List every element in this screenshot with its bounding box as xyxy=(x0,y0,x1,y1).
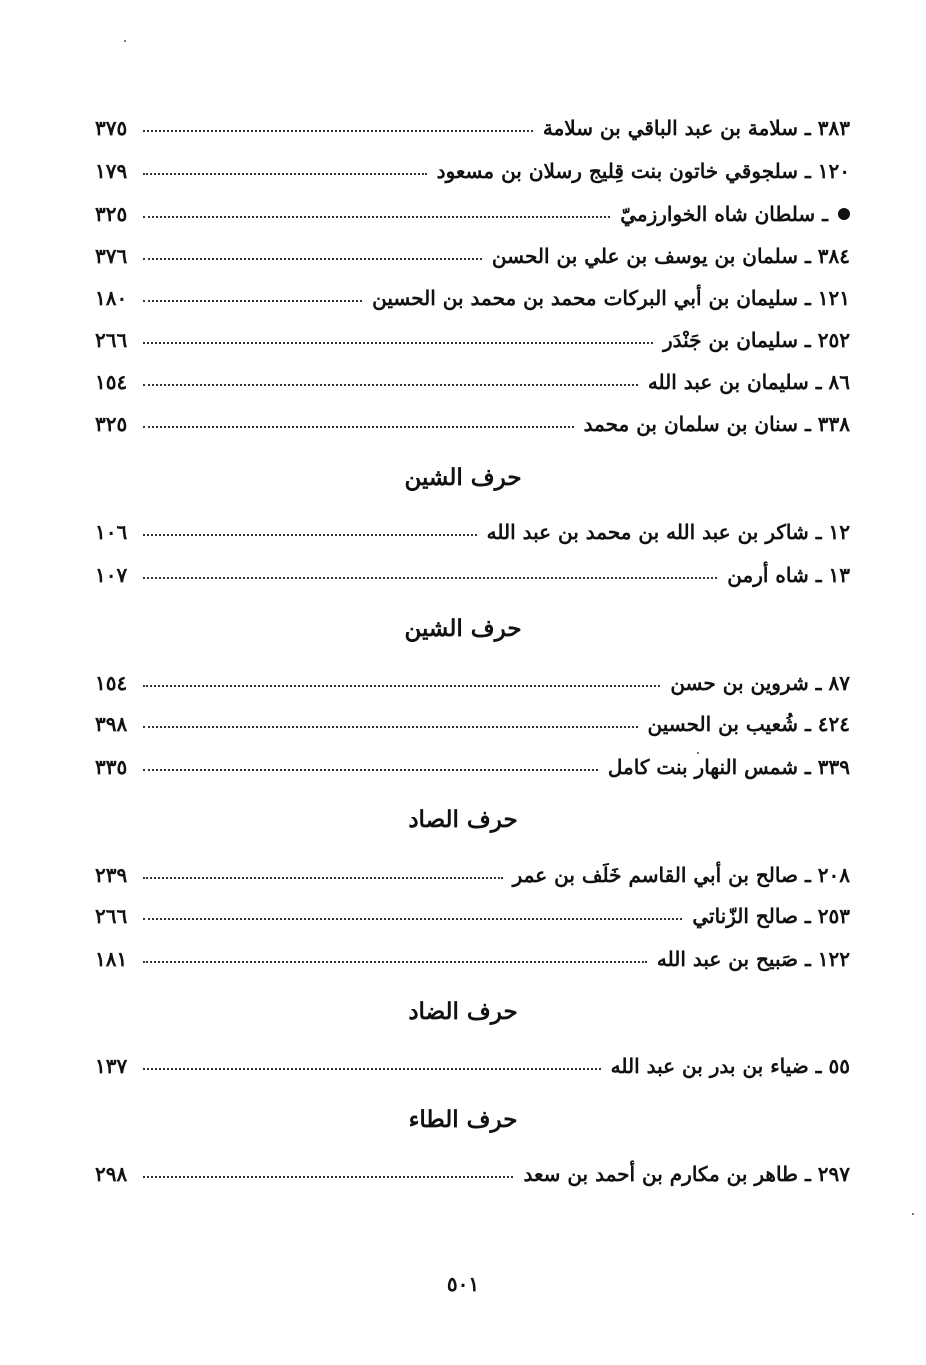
index-entry xyxy=(95,322,850,358)
entry-page-number: ٣٩٨ xyxy=(95,712,128,736)
index-entry xyxy=(95,238,850,274)
dot-leader xyxy=(143,918,682,920)
section-heading: حرف الشين xyxy=(404,464,522,491)
index-entry xyxy=(95,749,850,785)
index-entry xyxy=(95,898,850,934)
dot-leader xyxy=(143,384,638,386)
entry-label: ٣٨٤ ـ سلمان بن يوسف بن علي بن الحسن xyxy=(491,244,850,268)
entry-page-number: ٣٧٥ xyxy=(95,116,128,140)
entry-label: ٢٠٨ ـ صالح بن أبي القاسم خَلَف بن عمر xyxy=(512,863,850,887)
index-entry xyxy=(95,557,850,593)
entry-label: ٨٧ ـ شروين بن حسن xyxy=(670,671,850,695)
dot-leader xyxy=(143,1176,513,1178)
entry-label: ١٢ ـ شاكر بن عبد الله بن محمد بن عبد الله xyxy=(486,520,850,544)
index-entry xyxy=(95,406,850,442)
page-number: ٥٠١ xyxy=(446,1272,480,1296)
entry-page-number: ١٠٧ xyxy=(95,563,128,587)
index-entry xyxy=(95,110,850,146)
dot-leader xyxy=(143,577,717,579)
entry-page-number: ٢٦٦ xyxy=(95,328,128,352)
dot-leader xyxy=(143,300,362,302)
bullet-icon xyxy=(838,208,850,220)
entry-label: ١٢١ ـ سليمان بن أبي البركات محمد بن محمد بن الحسين xyxy=(372,286,850,310)
index-entry xyxy=(95,665,850,701)
entry-page-number: ١٨١ xyxy=(95,947,128,971)
entry-label: ١٢٠ ـ سلجوقي خاتون بنت قِليج رسلان بن مسعود xyxy=(436,159,850,183)
dot-leader xyxy=(143,342,653,344)
entry-label-text: ـ سلطان شاه الخوارزميّ xyxy=(620,202,828,226)
index-entry xyxy=(95,1048,850,1084)
index-entry xyxy=(95,196,850,232)
section-heading: حرف الشين xyxy=(404,615,522,642)
entry-page-number: ٢٣٩ xyxy=(95,863,128,887)
dot-leader xyxy=(143,426,574,428)
entry-label: ٨٦ ـ سليمان بن عبد الله xyxy=(647,370,850,394)
section-heading: حرف الصاد xyxy=(408,806,518,833)
dot-leader xyxy=(143,961,647,963)
scan-speck xyxy=(124,40,126,42)
entry-page-number: ٢٩٨ xyxy=(95,1162,128,1186)
entry-label: ٢٥٣ ـ صالح الزّناتي xyxy=(692,904,850,928)
dot-leader xyxy=(143,726,638,728)
section-heading: حرف الضاد xyxy=(408,998,518,1025)
entry-label: ٤٢٤ ـ شُعيب بن الحسين xyxy=(647,712,850,736)
dot-leader xyxy=(143,173,427,175)
dot-leader xyxy=(143,769,598,771)
entry-page-number: ١٣٧ xyxy=(95,1054,128,1078)
index-entry xyxy=(95,514,850,550)
index-entry xyxy=(95,706,850,742)
section-heading: حرف الطاء xyxy=(408,1106,518,1133)
dot-leader xyxy=(143,534,477,536)
index-entry xyxy=(95,364,850,400)
entry-label: ١٣ ـ شاه أرمن xyxy=(727,563,850,587)
entry-label xyxy=(620,196,850,232)
dot-leader xyxy=(143,258,482,260)
entry-page-number: ٣٢٥ xyxy=(95,202,128,226)
entry-page-number: ١٠٦ xyxy=(95,520,128,544)
dot-leader xyxy=(143,1068,601,1070)
entry-label: ٥٥ ـ ضياء بن بدر بن عبد الله xyxy=(610,1054,850,1078)
dot-leader xyxy=(143,877,503,879)
entry-label: ٢٩٧ ـ طاهر بن مكارم بن أحمد بن سعد xyxy=(523,1162,850,1186)
dot-leader xyxy=(143,216,610,218)
entry-label: ١٢٢ ـ صَبيح بن عبد الله xyxy=(656,947,850,971)
entry-page-number: ١٧٩ xyxy=(95,159,128,183)
scan-speck xyxy=(912,1213,914,1215)
entry-page-number: ٣٢٥ xyxy=(95,412,128,436)
entry-page-number: ٢٦٦ xyxy=(95,904,128,928)
entry-label: ٢٥٢ ـ سليمان بن جَنْدَر xyxy=(662,328,850,352)
index-entry xyxy=(95,857,850,893)
entry-label: ٣٣٨ ـ سنان بن سلمان بن محمد xyxy=(583,412,850,436)
entry-page-number: ٣٧٦ xyxy=(95,244,128,268)
entry-page-number: ٣٣٥ xyxy=(95,755,128,779)
entry-label: ٣٨٣ ـ سلامة بن عبد الباقي بن سلامة xyxy=(542,116,850,140)
entry-page-number: ١٥٤ xyxy=(95,671,128,695)
entry-label: ٣٣٩ ـ شمس النهار بنت كامل xyxy=(607,755,850,779)
entry-page-number: ١٨٠ xyxy=(95,286,128,310)
dot-leader xyxy=(143,130,533,132)
index-entry xyxy=(95,941,850,977)
entry-page-number: ١٥٤ xyxy=(95,370,128,394)
index-entry xyxy=(95,153,850,189)
index-entry xyxy=(95,280,850,316)
dot-leader xyxy=(143,685,660,687)
index-entry xyxy=(95,1156,850,1192)
